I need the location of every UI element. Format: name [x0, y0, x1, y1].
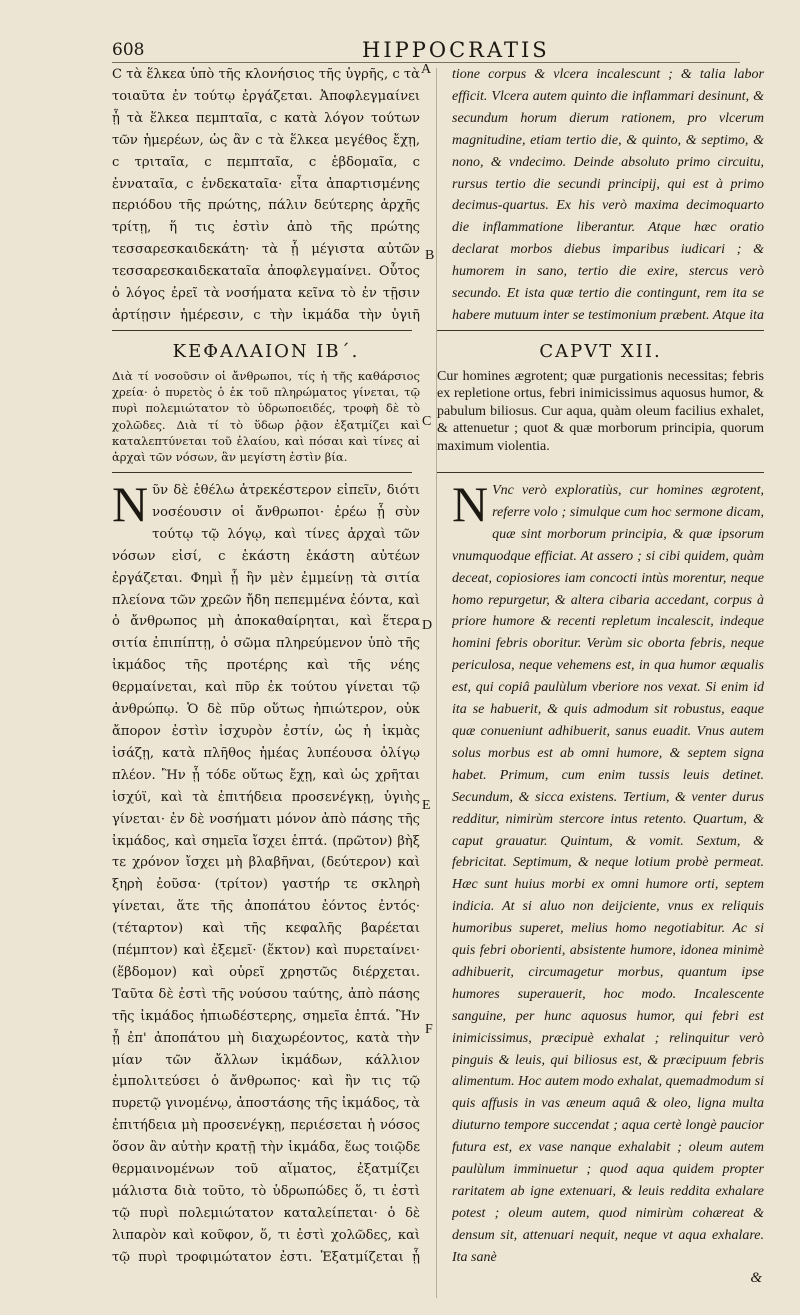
margin-letter-e: E	[422, 798, 431, 813]
greek-summary-rule	[112, 472, 412, 473]
greek-top-paragraph: Ϲ τὰ ἕλκεα ὑπὸ τῆς κλονήσιος τῆς ὑγρῆς, ϲ τὰ τοιαῦτα ἐν τούτῳ ἐργάζεται. Ἀποφλεγμαίνει ᾗ τὰ ἕλκεα πεμπταῖα, ϲ κατὰ λόγον τούτων τῶν ἡμερέων, ὡς ἂν ϲ τὰ ἕλκεα μεγέθος ἔχῃ, ϲ τριταῖα, ϲ πεμπταῖα, ϲ ἑβδομαῖα, ϲ ἐνναταῖα, ϲ ἑνδεκαταῖα· εἶτα ἀπαρτισμένης περιόδου τῆς πρώτης, πάλιν δεύτερης ἀρχῆς τρίτῃ, ἥ τις ἐστὶν ἀπὸ τῆς πρώτης τεσσαρεσκαιδεκάτη· τὰ ᾗ μέγιστα αὐτῶν τεσσαρεσκαιδεκαταῖα ἀποφλεγμαίνει. Οὗτος ὁ λόγος ἐρεῖ τὰ νοσήματα κεῖνα τὸ ἐν τῇσιν ἀρτίῃσιν ἡμέρεσιν, ϲ τὴν ἰκμάδα τὴν ὑγιῆ	[112, 67, 420, 323]
page-number: 608	[112, 40, 145, 60]
latin-top-paragraph: tione corpus & vlcera incalescunt ; & talia labor efficit. Vlcera autem quinto die inflammari desinunt, & secundum horum dierum rationem, pro vlcerum magnitudine, etiam tertio die, & quinto, & septimo, & nono, & vndecimo. Deinde absoluto primo circuitu, rursus tertio die secundi principij, qui est à primo decimus-quartus. Ex his verò maxima decimoquarto die inflammatione liberantur. Atque hæc oratio declarat morbos diebus imparibus iudicari ; & humorem in sano, tertio die exire, stercus verò secundo. Et ista quæ tertio die contingunt, rem ita se habere mutuum inter se testimonium præbent. Atque ita	[452, 67, 764, 323]
greek-main-text	[112, 480, 420, 1270]
greek-section-rule	[112, 330, 412, 331]
greek-main-paragraph	[112, 480, 420, 1270]
margin-letter-f: F	[425, 1022, 433, 1037]
greek-drop-cap: Ν	[112, 480, 149, 532]
margin-letter-d: D	[422, 618, 433, 633]
latin-main-body: Vnc verò exploratiùs, cur homines ægrotent, referre volo ; simulque cum hoc sermone dicam, quæ sint morborum principia, & quæ ipsorum vnumquodque efficiat. At assero ; si cibi quidem, quàm deceat, copiosiores iam concocti intùs morentur, neque homo repurgetur, & altera cibaria accedant, corpus à priore humore & recenti repletum incalescit, indeque homini febris oboritur. Verùm sic oborta febris, neque periculosa, neque vehemens est, in qua humor æqualis est, qui copiâ paulùlum vberiore nos vexat. Si enim id ita se habuerit, & quis admodum sit robustus, eaque quæ conueniunt adhibuerit, sanus euadit. Vnus autem solus morbus est ab omni humore, & septem signa habet. Primum, cum enim tussis leuis detinet. Secundum, & sicca existens. Tertium, & venter durus redditur, nimirùm stercore intus retento. Quartum, & caput grauatur. Quintum, & vomit. Sextum, & febricitat. Septimum, & neque lotium probè permeat. Hæc sunt huius morbi ex omni humore orti, septem indicia. At si aluo non deijciente, vnus ex reliquis humoribus superet, melius homo negotiabitur. Ac si quis febri oborienti, absistente humore, idonea minimè adhibuerit, circumagetur morbus, quantum ipse humores superauerit, hoc modo. Incalescente sanguine, per hunc aquosus humor, qui febri est inimicissimus, præcipuè exhalat ; relinquitur verò pinguis & leuis, qui biliosus est, & præcipuum febris alimentum. Hoc autem modo exhalat, quemadmodum si quis affusis in vas æneum aquâ & oleo, ligna multa diuturno tempore succendat ; aqua certè longè paucior futura est, ex vase nanque exhalabit ; oleum autem paulùlum imminuetur ; quod aqua quidem propter raritatem ab igne extenuari, & leuis reddita exhalare potest ; oleum autem, quod nimirùm cohæreat & densum sit, attenuari nequit, neque vt aqua exhalare. Ita sanè	[452, 483, 764, 1265]
margin-letter-b: B	[425, 248, 435, 263]
greek-chapter-summary: Διὰ τί νοσοῦσιν οἱ ἄνθρωποι, τίς ἡ τῆς καθάρσιος χρεία· ὁ πυρετὸς ὁ ἐκ τοῦ πληρώματος γίνεται, τῷ πυρὶ πολεμιώτατον τὸ ὑδρωποειδές, τροφὴ δὲ τὸ χολῶδες. Διὰ τί τὸ ὕδωρ ῥᾷον ἐξατμίζει καὶ καταλεπτύνεται τοῦ ἐλαίου, καὶ πόσαι καὶ τίνες αἱ ἀρχαὶ τῶν νόσων, ἃν μεγίστη ἐστὶν βία.	[112, 369, 420, 465]
latin-summary-rule	[437, 472, 764, 473]
margin-letter-c: C	[422, 414, 432, 429]
running-title: HIPPOCRATIS	[362, 38, 550, 62]
greek-chapter-title: ΚΕΦΑΛΑΙΟΝ ΙΒ΄.	[172, 341, 360, 362]
latin-drop-cap: N	[452, 480, 489, 532]
latin-chapter-title: CAPVT XII.	[539, 341, 662, 362]
page-header	[112, 38, 740, 63]
column-divider	[436, 68, 437, 1298]
latin-main-text	[452, 480, 764, 1272]
latin-chapter-summary: Cur homines ægrotent; quæ purgationis necessitas; febris ex repletione ortus, febri inimicissimus aquosus humor, & pabulum biliosus. Cur aqua, quàm oleum facilius exhalet, & attenuetur ; quot & quæ morborum principia, quorum maximum violentia.	[437, 369, 764, 454]
latin-top-text	[452, 64, 764, 328]
latin-section-rule	[437, 330, 764, 331]
catchword: &	[750, 1270, 762, 1286]
margin-letter-a: A	[421, 62, 432, 77]
latin-main-paragraph	[452, 480, 764, 1269]
greek-top-text	[112, 64, 420, 328]
greek-main-body: ῦν δὲ ἐθέλω ἀτρεκέστερον εἰπεῖν, διότι νοσέουσιν οἱ ἄνθρωποι· ἐρέω ᾗ σὺν τούτῳ τῷ λόγῳ, καὶ τίνες ἀρχαὶ τῶν νόσων εἰσί, ϲ ἑκάστη ἑκάστη αὐτέων ἐργάζεται. Φημὶ ᾗ ἢν μὲν ἐμμείνῃ τὰ σιτία πλείονα τῶν χρεῶν ἤδη πεπεμμένα ἐόντα, καὶ ὁ ἄνθρωπος μὴ ἀποκαθαίρηται, καὶ ἕτερα σιτία ἐπιπίπτῃ, ὁ σῶμα πληρεύμενον ὑπὸ τῆς ἰκμάδος τῆς προτέρης καὶ τῆς νέης θερμαίνεται, καὶ πῦρ ἐκ τούτου γίνεται τῷ ἀνθρώπῳ. Ὁ δὲ πῦρ οὕτως ἠπιώτερον, οὐκ ἄπορον ἐστὶν ἰσχυρὸν ἐστίν, ὡς ἡ ἰκμὰς ἰσάζῃ, κατὰ πλῆθος ἡμέας λυπέουσα ὀλίγῳ πλέον. Ἢν ᾗ τόδε οὕτως ἔχῃ, καὶ ὡς χρῆται ἰσχύϊ, καὶ τὰ ἐπιτήδεια προσενέγκῃ, ὑγιὴς γίνεται· ἐν δὲ νοσήματι μόνον ἀπὸ πάσης τῆς ἰκμάδος, καὶ σημεῖα ἴσχει ἑπτά. (πρῶτον) βὴξ τε χρόνον ἴσχει μὴ βλαβῆναι, (δεύτερον) καὶ ξηρὴ ἐοῦσα· (τρίτον) γαστήρ τε σκληρὴ γίνεται, ἅτε τῆς ἀποπάτου ἐόντος ἐντός· (τέταρτον) καὶ τῆς κεφαλῆς βαρέεται (πέμπτον) καὶ ἐξεμεῖ· (ἕκτον) καὶ πυρεταίνει· (ἕβδομον) καὶ οὐρεῖ χρηστῶς διέρχεται. Ταῦτα δὲ ἐστὶ τῆς νούσου ταύτης, ἀπὸ πάσης τῆς ἰκμάδος ἠπιωδέστερης, σημεῖα ἑπτά. Ἢν ᾗ ἐπ' ἀποπάτου μὴ διαχωρέοντος, κατὰ τὴν μίαν τῶν ἄλλων ἰκμάδων, κάλλιον ἐμπολιτεύσει ὁ ἄνθρωπος· καὶ ἢν τις τῷ πυρετῷ γινομένῳ, ἀποστάσης τῆς ἰκμάδος, τὰ ἐπιτήδεια μὴ προσενέγκῃ, περιέσεται ἡ νόσος ὅσον ἂν αὐτὴν κρατῇ τὴν ἰκμάδα, ἕως τοιῷδε θερμαινομένων τοῦ αἵματος, ἐξατμίζει μάλιστα διὰ τοῦτο, τὸ ὑδρωπώδες ὅ, τι ἐστὶ τῷ πυρὶ πολεμιώτατον καταλείπεται· ὁ δὲ λιπαρὸν καὶ κοῦφον, ὅ, τι ἐστὶ χολῶδες, καὶ τῷ πυρὶ τροφιμώτατον ἐστι. Ἐξατμίζεται ᾗ	[112, 483, 420, 1265]
